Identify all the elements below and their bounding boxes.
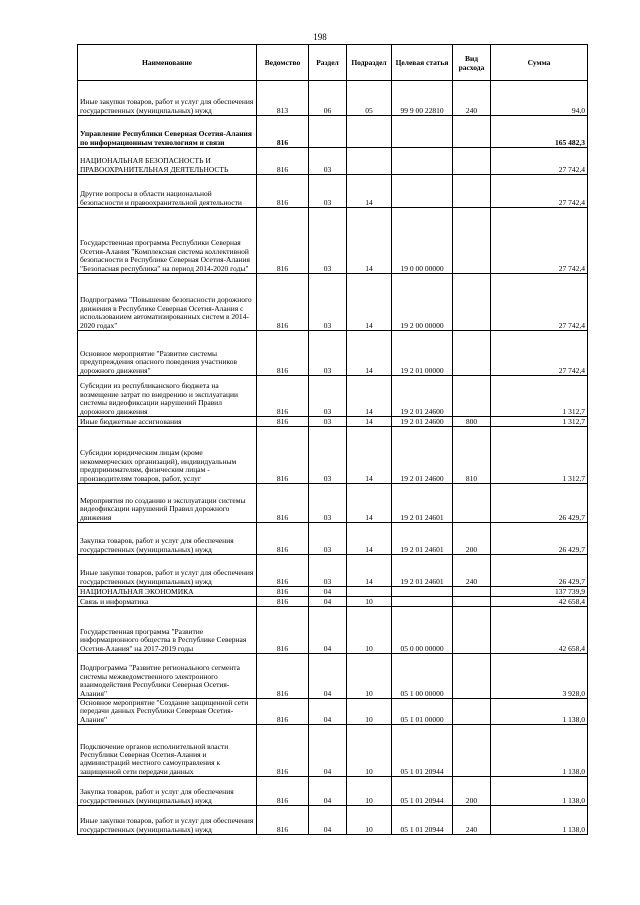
column-header-celevaya-statya: Целевая статья [392,45,453,81]
cell-vid-raskhoda: 240 [453,81,491,116]
table-row [78,427,588,484]
cell-name: Подпрограмма "Развитие регионального сегмента системы межведомственного электронного взаимодействия Республики Северная Осетия-Алания" [78,654,257,699]
table-row [78,597,588,607]
cell-celevaya-statya: 05 1 01 20944 [392,777,453,806]
cell-razdel: 04 [309,777,347,806]
table-row [78,484,588,523]
cell-podrazdel: 14 [347,208,392,274]
cell-celevaya-statya: 19 2 00 00000 [392,274,453,331]
cell-vid-raskhoda [453,484,491,523]
cell-summa: 1 138,0 [491,777,588,806]
cell-vedomstvo: 816 [257,417,309,427]
cell-celevaya-statya: 19 2 01 24600 [392,417,453,427]
cell-razdel: 03 [309,148,347,175]
table-row [78,555,588,587]
cell-razdel: 03 [309,331,347,376]
cell-vedomstvo: 816 [257,523,309,555]
cell-vedomstvo: 816 [257,607,309,654]
cell-razdel: 03 [309,523,347,555]
cell-celevaya-statya [392,116,453,148]
cell-vid-raskhoda: 240 [453,555,491,587]
cell-podrazdel: 14 [347,274,392,331]
cell-name: Мероприятия по созданию и эксплуатации системы видеофиксации нарушений Правил дорожного движения [78,484,257,523]
cell-razdel: 03 [309,274,347,331]
cell-vedomstvo: 816 [257,806,309,835]
cell-name: Другие вопросы в области национальной безопасности и правоохранительной деятельности [78,175,257,208]
cell-name: Основное мероприятие "Развитие системы предупреждения опасного поведения участников дорожного движения" [78,331,257,376]
cell-summa: 3 928,0 [491,654,588,699]
cell-podrazdel: 14 [347,376,392,417]
cell-vedomstvo: 816 [257,175,309,208]
table-row [78,208,588,274]
cell-vedomstvo: 816 [257,427,309,484]
cell-name: Иные закупки товаров, работ и услуг для обеспечения государственных (муниципальных) нужд [78,81,257,116]
cell-summa: 26 429,7 [491,523,588,555]
cell-name: Государственная программа Республики Северная Осетия-Алания "Комплексная система коллективной безопасности в Республике Северная Осетия-Алания "Безопасная республика" на период 2014-2020 годы" [78,208,257,274]
table-row [78,148,588,175]
table-row [78,725,588,777]
table-row [78,654,588,699]
cell-vedomstvo: 816 [257,777,309,806]
cell-vedomstvo: 816 [257,555,309,587]
cell-celevaya-statya: 19 2 01 24601 [392,484,453,523]
cell-podrazdel: 10 [347,806,392,835]
cell-celevaya-statya: 05 1 01 20944 [392,725,453,777]
cell-vedomstvo: 816 [257,274,309,331]
table-body [78,81,588,835]
cell-name: Подпрограмма "Повышение безопасности дорожного движения в Республике Северная Осетия-Алания с использованием автоматизированных систем в 2014-2020 годах" [78,274,257,331]
cell-podrazdel: 14 [347,555,392,587]
cell-vedomstvo: 816 [257,597,309,607]
table-row [78,607,588,654]
cell-vid-raskhoda [453,331,491,376]
cell-vid-raskhoda: 240 [453,806,491,835]
cell-podrazdel [347,116,392,148]
cell-vid-raskhoda: 800 [453,417,491,427]
cell-summa: 165 482,3 [491,116,588,148]
table-row [78,81,588,116]
cell-vid-raskhoda [453,376,491,417]
column-header-podrazdel: Подраздел [347,45,392,81]
cell-summa: 1 312,7 [491,376,588,417]
cell-podrazdel [347,148,392,175]
table-row [78,376,588,417]
cell-razdel: 04 [309,587,347,597]
page-number: 198 [313,32,327,42]
cell-podrazdel: 10 [347,654,392,699]
cell-celevaya-statya [392,587,453,597]
cell-summa: 42 658,4 [491,597,588,607]
cell-name: Закупка товаров, работ и услуг для обеспечения государственных (муниципальных) нужд [78,523,257,555]
cell-vid-raskhoda [453,607,491,654]
cell-celevaya-statya: 05 1 01 20944 [392,806,453,835]
table-header-row [78,45,588,81]
cell-vid-raskhoda [453,699,491,725]
cell-razdel: 03 [309,175,347,208]
cell-celevaya-statya: 05 0 00 00000 [392,607,453,654]
cell-vedomstvo: 816 [257,484,309,523]
cell-celevaya-statya: 99 9 00 22810 [392,81,453,116]
cell-name: Основное мероприятие "Создание защищенной сети передачи данных Республики Северная Осетия-Алания" [78,699,257,725]
cell-vid-raskhoda [453,597,491,607]
table-row [78,699,588,725]
cell-name: Государственная программа "Развитие информационного общества в Республике Северная Осетия-Алания" на 2017-2019 годы [78,607,257,654]
cell-podrazdel: 14 [347,175,392,208]
cell-celevaya-statya [392,148,453,175]
cell-summa: 137 739,9 [491,587,588,597]
cell-podrazdel: 14 [347,417,392,427]
column-header-summa: Сумма [491,45,588,81]
cell-razdel: 04 [309,806,347,835]
cell-summa: 27 742,4 [491,148,588,175]
cell-podrazdel: 14 [347,484,392,523]
cell-razdel: 04 [309,597,347,607]
cell-razdel: 04 [309,725,347,777]
cell-razdel [309,116,347,148]
table-row [78,777,588,806]
cell-razdel: 06 [309,81,347,116]
cell-summa: 1 312,7 [491,427,588,484]
cell-podrazdel: 10 [347,607,392,654]
cell-summa: 27 742,4 [491,208,588,274]
cell-name: Подключение органов исполнительной власти Республики Северная Осетия-Алания и администраций местного самоуправления к защищенной сети передачи данных [78,725,257,777]
cell-celevaya-statya: 05 1 01 00000 [392,699,453,725]
cell-summa: 26 429,7 [491,484,588,523]
cell-summa: 1 138,0 [491,699,588,725]
cell-vedomstvo: 816 [257,208,309,274]
table-row [78,331,588,376]
cell-vedomstvo: 816 [257,116,309,148]
cell-razdel: 03 [309,427,347,484]
column-header-vedomstvo: Ведомство [257,45,309,81]
cell-vid-raskhoda [453,274,491,331]
cell-celevaya-statya: 19 2 01 24601 [392,523,453,555]
cell-name: Иные закупки товаров, работ и услуг для обеспечения государственных (муниципальных) нужд [78,555,257,587]
cell-celevaya-statya [392,597,453,607]
cell-razdel: 04 [309,654,347,699]
cell-summa: 42 658,4 [491,607,588,654]
cell-podrazdel: 10 [347,777,392,806]
cell-vid-raskhoda: 810 [453,427,491,484]
cell-razdel: 03 [309,484,347,523]
column-header-razdel: Раздел [309,45,347,81]
cell-vid-raskhoda [453,208,491,274]
cell-celevaya-statya: 19 2 01 24600 [392,376,453,417]
table-row [78,806,588,835]
cell-summa: 1 138,0 [491,806,588,835]
cell-name: НАЦИОНАЛЬНАЯ ЭКОНОМИКА [78,587,257,597]
cell-summa: 1 138,0 [491,725,588,777]
cell-podrazdel [347,587,392,597]
cell-podrazdel: 10 [347,597,392,607]
table-row [78,274,588,331]
cell-vid-raskhoda: 200 [453,777,491,806]
cell-name: Закупка товаров, работ и услуг для обеспечения государственных (муниципальных) нужд [78,777,257,806]
cell-vid-raskhoda: 200 [453,523,491,555]
cell-podrazdel: 05 [347,81,392,116]
cell-summa: 27 742,4 [491,175,588,208]
table-row [78,417,588,427]
cell-razdel: 03 [309,417,347,427]
cell-podrazdel: 14 [347,427,392,484]
cell-vid-raskhoda [453,725,491,777]
cell-celevaya-statya: 19 2 01 00000 [392,331,453,376]
cell-vid-raskhoda [453,587,491,597]
budget-table [77,44,588,835]
cell-vedomstvo: 816 [257,725,309,777]
cell-razdel: 03 [309,208,347,274]
cell-podrazdel: 14 [347,331,392,376]
cell-celevaya-statya: 05 1 00 00000 [392,654,453,699]
table-row [78,523,588,555]
column-header-name: Наименование [78,45,257,81]
cell-vedomstvo: 816 [257,331,309,376]
cell-vedomstvo: 816 [257,148,309,175]
cell-razdel: 04 [309,607,347,654]
cell-vedomstvo: 813 [257,81,309,116]
cell-podrazdel: 10 [347,699,392,725]
cell-summa: 94,0 [491,81,588,116]
cell-vid-raskhoda [453,148,491,175]
cell-name: Субсидии юридическим лицам (кроме некоммерческих организаций), индивидуальным предпринимателям, физическим лицам - производителям товаров, работ, услуг [78,427,257,484]
cell-celevaya-statya: 19 2 01 24600 [392,427,453,484]
cell-vid-raskhoda [453,654,491,699]
cell-name: Субсидии из республиканского бюджета на возмещение затрат по внедрению и эксплуатации системы видеофиксации нарушений Правил дорожного движения [78,376,257,417]
cell-vedomstvo: 816 [257,654,309,699]
cell-summa: 26 429,7 [491,555,588,587]
cell-vedomstvo: 816 [257,587,309,597]
cell-name: Иные закупки товаров, работ и услуг для обеспечения государственных (муниципальных) нужд [78,806,257,835]
cell-name: Иные бюджетные ассигнования [78,417,257,427]
cell-name: Связь и информатика [78,597,257,607]
cell-vedomstvo: 816 [257,699,309,725]
cell-summa: 1 312,7 [491,417,588,427]
cell-vid-raskhoda [453,116,491,148]
table-row [78,116,588,148]
table-row [78,175,588,208]
cell-razdel: 03 [309,376,347,417]
cell-summa: 27 742,4 [491,274,588,331]
cell-podrazdel: 14 [347,523,392,555]
cell-name: Управление Республики Северная Осетия-Алания по информационным технологиям и связи [78,116,257,148]
cell-celevaya-statya [392,175,453,208]
cell-podrazdel: 10 [347,725,392,777]
cell-name: НАЦИОНАЛЬНАЯ БЕЗОПАСНОСТЬ И ПРАВООХРАНИТЕЛЬНАЯ ДЕЯТЕЛЬНОСТЬ [78,148,257,175]
cell-vedomstvo: 816 [257,376,309,417]
cell-razdel: 03 [309,555,347,587]
column-header-vid-raskhoda: Вид расхода [453,45,491,81]
cell-celevaya-statya: 19 0 00 00000 [392,208,453,274]
cell-razdel: 04 [309,699,347,725]
cell-summa: 27 742,4 [491,331,588,376]
cell-celevaya-statya: 19 2 01 24601 [392,555,453,587]
cell-vid-raskhoda [453,175,491,208]
table-row [78,587,588,597]
